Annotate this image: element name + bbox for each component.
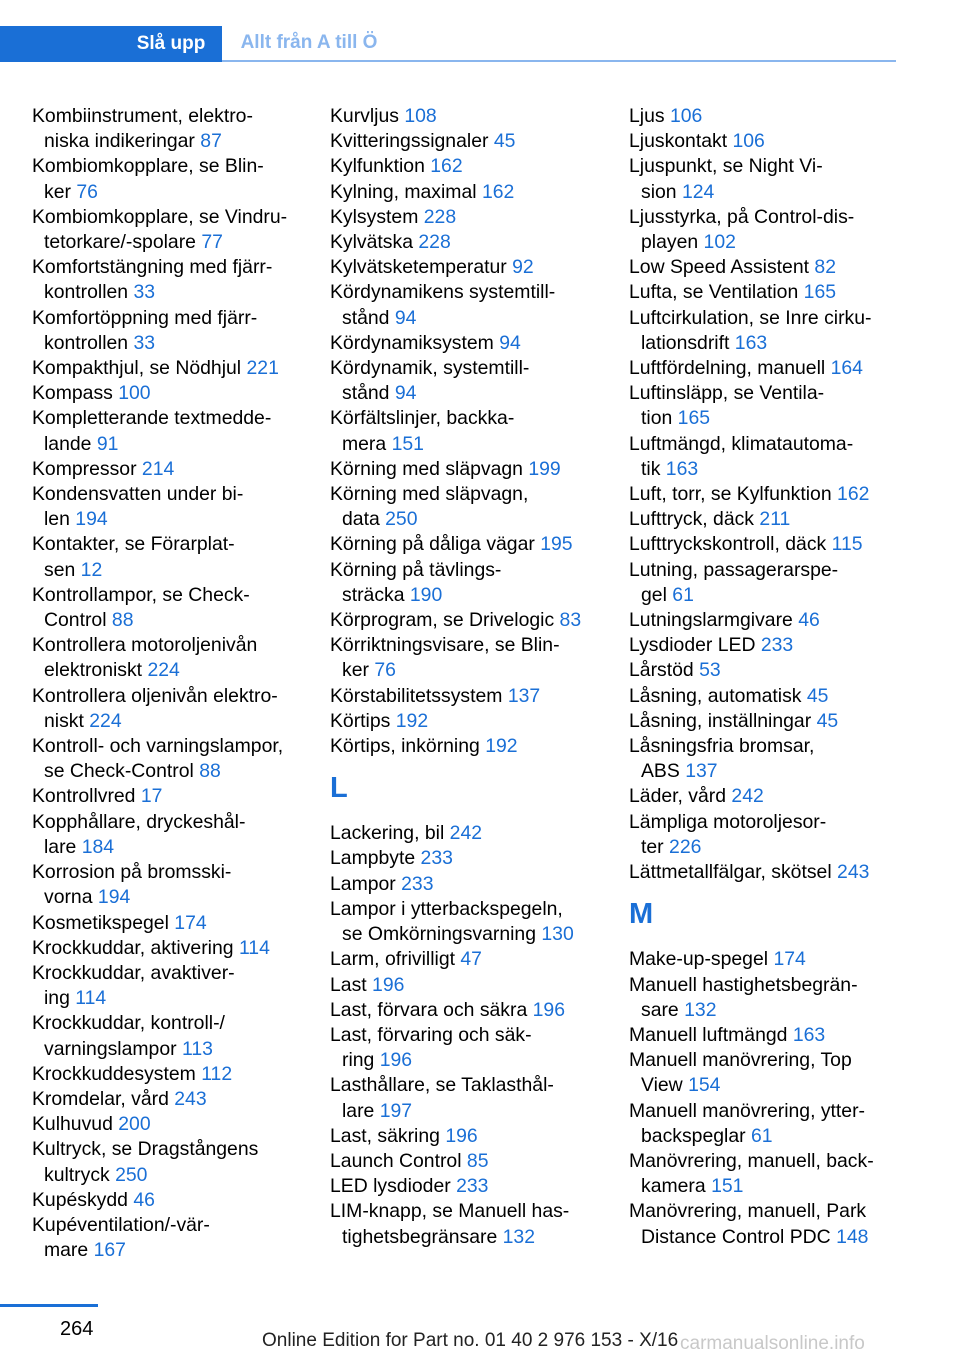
index-entry-text: Kördynamikens systemtill- stånd (330, 281, 556, 329)
page-number: 264 (60, 1318, 94, 1340)
tab-a-to-z[interactable]: Allt från A till Ö (240, 32, 378, 53)
page-link[interactable]: 196 (445, 1124, 478, 1147)
page-link[interactable]: 162 (481, 180, 515, 203)
index-entry (330, 846, 612, 871)
index-entry-text: Lutningslarmgivare (629, 609, 793, 632)
index-entry (629, 356, 901, 381)
index-entry (629, 810, 901, 860)
index-entry (32, 482, 314, 532)
index-entry-text: Kombiinstrument, elektro- niska indikeringar (32, 105, 253, 153)
index-entry (32, 684, 314, 734)
header-divider (222, 60, 896, 62)
index-entry (32, 104, 314, 154)
index-entry (629, 532, 901, 557)
index-entry (629, 709, 901, 734)
index-entry (629, 205, 901, 255)
index-entry-text: Kondensvatten under bi- len (32, 483, 244, 531)
index-entry (330, 280, 612, 330)
index-entry-text: Körning på dåliga vägar (330, 533, 535, 556)
page-link[interactable]: 151 (391, 432, 424, 455)
index-entry-text: Kombiomkopplare, se Vindru- tetorkare/-spolare (32, 205, 288, 254)
index-entry-text: Low Speed Assistent (629, 256, 810, 279)
index-entry-text: Kompass (32, 382, 113, 405)
index-entry-text: Lasthållare, se Taklasthål- lare (330, 1074, 554, 1122)
index-entry-text: Luft, torr, se Kylfunktion (629, 483, 832, 506)
index-entry (330, 1073, 612, 1123)
index-entry-text: Körprogram, se Drivelogic (330, 609, 555, 632)
index-entry-text: Manuell manövrering, Top View (629, 1049, 852, 1097)
page-link[interactable]: 224 (89, 709, 122, 732)
page-link[interactable]: 77 (201, 231, 223, 254)
page-link[interactable]: 106 (669, 105, 703, 127)
page-link[interactable]: 163 (665, 457, 699, 480)
index-entry-text: Last, förvara och säkra (330, 998, 528, 1021)
index-entry (32, 255, 314, 305)
index-entry-text: Kupéventilation/-vär- mare (32, 1213, 210, 1262)
page-link[interactable]: 33 (133, 331, 156, 354)
index-entry-text: Kontrollampor, se Check- Control (32, 583, 250, 632)
page-link[interactable]: 250 (385, 508, 418, 531)
index-entry (629, 129, 901, 154)
index-entry-text: Kurvljus (330, 105, 399, 127)
index-entry (629, 973, 901, 1023)
page-link[interactable]: 242 (449, 822, 483, 845)
index-entry (32, 734, 314, 784)
index-entry (32, 306, 314, 356)
index-entry-text: Luftcirkulation, se Inre cirku- lationsdrift (629, 306, 872, 354)
index-entry (629, 684, 901, 709)
index-entry (330, 998, 612, 1023)
page-link[interactable]: 45 (806, 684, 829, 707)
page-link[interactable]: 130 (541, 923, 574, 946)
page-link[interactable]: 243 (174, 1087, 207, 1110)
watermark: carmanualsonline.info (680, 1333, 865, 1354)
page-link[interactable]: 194 (75, 508, 108, 531)
page-link[interactable]: 214 (141, 457, 175, 480)
index-entry (32, 810, 314, 860)
index-entry (32, 406, 314, 456)
page-link[interactable]: 196 (372, 973, 405, 996)
index-entry (330, 897, 612, 947)
page-link[interactable]: 45 (493, 130, 516, 153)
index-entry (629, 633, 901, 658)
index-entry-text: Kylsystem (330, 205, 419, 228)
index-entry-text: Luftinsläpp, se Ventila- tion (629, 382, 825, 430)
index-entry (629, 734, 901, 784)
index-entry (330, 684, 612, 709)
index-entry (629, 608, 901, 633)
index-entry (32, 457, 314, 482)
index-entry-text: Launch Control (330, 1149, 462, 1172)
index-entry (32, 1011, 314, 1061)
index-entry (32, 583, 314, 633)
page-link[interactable]: 243 (837, 861, 870, 884)
index-entry-text: Kylning, maximal (330, 180, 477, 203)
page-link[interactable]: 162 (430, 155, 463, 178)
index-entry (330, 406, 612, 456)
page-link[interactable]: 115 (831, 533, 863, 556)
index-entry-text: Lampor (330, 872, 396, 895)
index-entry (629, 507, 901, 532)
index-entry (330, 973, 612, 998)
index-entry (629, 280, 901, 305)
index-entry (629, 1099, 901, 1149)
index-entry (32, 1137, 314, 1187)
index-entry-text: Lackering, bil (330, 822, 445, 845)
page-link[interactable]: 114 (238, 936, 270, 959)
index-entry (32, 154, 314, 204)
index-entry (32, 1188, 314, 1213)
page-link[interactable]: 184 (81, 835, 115, 858)
index-entry (330, 205, 612, 230)
index-entry-text: Last, förvaring och säk- ring (330, 1023, 532, 1072)
page-link[interactable]: 192 (485, 735, 518, 758)
index-entry (32, 961, 314, 1011)
index-entry-text: Komfortstängning med fjärr- kontrollen (32, 256, 273, 304)
page-link[interactable]: 190 (409, 583, 443, 606)
page-link[interactable]: 113 (181, 1037, 213, 1060)
page-link[interactable]: 91 (96, 432, 119, 455)
index-entry (330, 180, 612, 205)
index-entry-text: Kromdelar, vård (32, 1087, 169, 1110)
page-link[interactable]: 162 (837, 483, 870, 506)
index-entry-text: Korrosion på bromsski- vorna (32, 861, 232, 909)
index-entry-text: Kontroll- och varningslampor, se Check-Control (32, 735, 284, 783)
index-entry (330, 1023, 612, 1073)
index-entry-text: Kontakter, se Förarplat- sen (32, 533, 235, 581)
page-link[interactable]: 228 (418, 231, 451, 254)
page-link[interactable]: 108 (404, 105, 437, 127)
index-entry (629, 860, 901, 885)
page-link[interactable]: 154 (688, 1074, 721, 1097)
page-link[interactable]: 164 (830, 357, 863, 380)
index-entry-text: Kvitteringssignaler (330, 130, 489, 153)
index-entry (32, 1213, 314, 1263)
page-link[interactable]: 137 (507, 684, 541, 707)
index-entry (629, 482, 901, 507)
page-link[interactable]: 82 (814, 256, 836, 279)
index-entry (32, 911, 314, 936)
index-entry-text: LED lysdioder (330, 1175, 451, 1198)
index-entry-text: Kontrollvred (32, 785, 136, 808)
index-entry-text: Låsningsfria bromsar, ABS (629, 735, 815, 783)
index-entry (629, 558, 901, 608)
index-entry-text: Lampbyte (330, 847, 416, 870)
index-entry-text: Kylfunktion (330, 155, 425, 178)
edition-text: Online Edition for Part no. 01 40 2 976 153 - X/16 (262, 1330, 679, 1351)
page-link[interactable]: 137 (685, 760, 718, 783)
page-link[interactable]: 196 (532, 998, 565, 1021)
index-entry (32, 784, 314, 809)
page-link[interactable]: 114 (75, 987, 107, 1010)
page-link[interactable]: 167 (93, 1239, 126, 1262)
page-link[interactable]: 102 (703, 231, 736, 254)
page-link[interactable]: 211 (759, 508, 791, 531)
index-entry (330, 1149, 612, 1174)
index-entry-text: Lårstöd (629, 659, 694, 682)
index-entry (629, 658, 901, 683)
index-entry (32, 1062, 314, 1087)
index-entry-text: Kylvätsketemperatur (330, 256, 507, 279)
index-entry (330, 608, 612, 633)
page-link[interactable]: 151 (711, 1175, 744, 1198)
page-link[interactable]: 92 (512, 256, 534, 279)
page-link[interactable]: 194 (97, 886, 131, 909)
index-entry-text: Manuell manövrering, ytter- backspeglar (629, 1099, 866, 1147)
index-entry-text: Larm, ofrivilligt (330, 948, 455, 971)
page-link[interactable]: 242 (731, 785, 764, 808)
page-link[interactable]: 17 (140, 785, 163, 808)
index-entry (330, 331, 612, 356)
page-link[interactable]: 174 (773, 948, 806, 971)
page-link[interactable]: 88 (199, 760, 221, 783)
page-link[interactable]: 165 (803, 281, 837, 304)
page-link[interactable]: 12 (80, 558, 103, 581)
index-entry-text: Låsning, automatisk (629, 684, 802, 707)
index-entry-text: Kompressor (32, 457, 137, 480)
index-column-2 (330, 104, 612, 1250)
index-entry (330, 872, 612, 897)
page-link[interactable]: 61 (672, 583, 694, 606)
index-entry-text: Lutning, passagerarspe- gel (629, 558, 839, 606)
index-entry (32, 1112, 314, 1137)
index-entry-text: Lysdioder LED (629, 634, 756, 657)
index-entry-text: Körning med släpvagn, data (330, 483, 529, 531)
index-entry (629, 255, 901, 280)
page-link[interactable]: 85 (466, 1149, 489, 1172)
index-entry-text: Körning på tävlings- sträcka (330, 558, 502, 606)
index-entry (629, 1023, 901, 1048)
index-entry (32, 633, 314, 683)
page-link[interactable]: 228 (423, 205, 457, 228)
index-entry-text: LIM-knapp, se Manuell has- tighetsbegränsare (330, 1200, 570, 1248)
page-link[interactable]: 233 (760, 634, 794, 657)
index-entry-text: Körning med släpvagn (330, 457, 523, 480)
index-entry-text: Körfältslinjer, backka- mera (330, 407, 515, 455)
index-entry (32, 936, 314, 961)
page-link[interactable]: 100 (118, 382, 151, 405)
index-entry-text: Krockkuddar, kontroll-/ varningslampor (32, 1012, 225, 1060)
page-link[interactable]: 61 (750, 1124, 773, 1147)
index-entry (629, 784, 901, 809)
page-link[interactable]: 163 (734, 331, 768, 354)
index-entry-text: Krockkuddar, avaktiver- ing (32, 961, 235, 1010)
page-link[interactable]: 87 (200, 130, 222, 153)
index-entry (330, 104, 612, 129)
index-entry-text: Lufttryckskontroll, däck (629, 533, 827, 556)
index-entry-text: Kopphållare, dryckeshål- lare (32, 810, 246, 858)
index-entry-text: Kompakthjul, se Nödhjul (32, 357, 242, 380)
page-link[interactable]: 94 (499, 331, 521, 354)
index-entry-text: Lufta, se Ventilation (629, 281, 799, 304)
index-entry-text: Ljusstyrka, på Control-dis- playen (629, 205, 855, 254)
page-link[interactable]: 112 (201, 1062, 233, 1085)
index-entry (330, 821, 612, 846)
index-entry (330, 1124, 612, 1149)
index-entry-text: Kupéskydd (32, 1188, 128, 1211)
page-link[interactable]: 195 (540, 533, 573, 556)
index-entry (330, 1199, 612, 1249)
footer-accent-line (0, 1304, 98, 1307)
index-entry (330, 558, 612, 608)
index-column-3 (629, 104, 901, 1250)
index-column-1 (32, 104, 314, 1263)
index-entry-text: Körtips, inkörning (330, 735, 480, 758)
index-entry (330, 947, 612, 972)
index-entry (32, 860, 314, 910)
index-entry (330, 356, 612, 406)
index-entry-text: Manövrering, manuell, Park Distance Control PDC (629, 1200, 867, 1248)
page-link[interactable]: 148 (836, 1225, 869, 1248)
page-link[interactable]: 45 (816, 709, 839, 732)
index-entry-text: Manövrering, manuell, back- kamera (629, 1149, 874, 1198)
index-entry-text: Kultryck, se Dragstångens kultryck (32, 1138, 259, 1186)
page-link[interactable]: 250 (115, 1163, 148, 1186)
index-entry-text: Läder, vård (629, 785, 727, 808)
index-entry-text: Låsning, inställningar (629, 709, 812, 732)
page-link[interactable]: 53 (699, 659, 721, 682)
index-entry-text: Körtips (330, 709, 391, 732)
page-link[interactable]: 83 (559, 609, 582, 632)
index-entry (330, 633, 612, 683)
section-letter: M (629, 898, 654, 931)
index-entry (32, 356, 314, 381)
page-link[interactable]: 192 (395, 709, 429, 732)
page-link[interactable]: 233 (420, 847, 453, 870)
page-link[interactable]: 221 (246, 357, 279, 380)
index-entry-text: Körriktningsvisare, se Blin- ker (330, 634, 560, 682)
index-entry (629, 1048, 901, 1098)
index-entry (330, 734, 612, 759)
header-bar (0, 0, 960, 62)
page-link[interactable]: 88 (111, 609, 134, 632)
page-link[interactable]: 106 (732, 130, 765, 153)
page-link[interactable]: 226 (669, 835, 702, 858)
index-entry (629, 1199, 901, 1249)
index-entry (330, 532, 612, 557)
index-entry-text: Kontrollera oljenivån elektro- niskt (32, 684, 278, 732)
index-entry (330, 457, 612, 482)
page-link[interactable]: 196 (379, 1049, 413, 1072)
page-link[interactable]: 124 (681, 180, 715, 203)
section-letter: L (330, 772, 348, 805)
index-entry-text: Ljuspunkt, se Night Vi- sion (629, 155, 823, 203)
index-entry-text: Luftfördelning, manuell (629, 357, 826, 380)
index-entry-text: Make-up-spegel (629, 948, 769, 971)
index-entry-text: Kompletterande textmedde- lande (32, 407, 272, 455)
index-entry-text: Last, säkring (330, 1124, 440, 1147)
index-entry-text: Last (330, 973, 367, 996)
index-entry-text: Kördynamik, systemtill- stånd (330, 357, 530, 405)
index-entry-text: Kördynamiksystem (330, 331, 494, 354)
page-link[interactable]: 200 (118, 1113, 151, 1136)
page-link[interactable]: 46 (133, 1188, 155, 1211)
index-entry (629, 381, 901, 431)
index-entry-text: Kosmetikspegel (32, 911, 169, 934)
page-link[interactable]: 46 (798, 609, 820, 632)
index-entry-text: Kulhuvud (32, 1113, 113, 1136)
index-entry (629, 432, 901, 482)
index-entry (330, 482, 612, 532)
page-link[interactable]: 174 (174, 911, 207, 934)
index-entry (330, 709, 612, 734)
index-entry-text: Manuell luftmängd (629, 1023, 788, 1046)
index-entry (330, 230, 612, 255)
page-link[interactable]: 132 (502, 1225, 535, 1248)
index-entry (32, 532, 314, 582)
page-link[interactable]: 76 (374, 659, 396, 682)
page-link[interactable]: 76 (76, 180, 98, 203)
index-entry (629, 1149, 901, 1199)
index-entry (629, 947, 901, 972)
index-entry (32, 381, 314, 406)
page-link[interactable]: 163 (792, 1023, 826, 1046)
index-entry (629, 306, 901, 356)
page-link[interactable]: 94 (394, 382, 417, 405)
index-entry-text: Lampor i ytterbackspegeln, se Omkörningsvarning (330, 897, 563, 946)
index-entry-text: Lättmetallfälgar, skötsel (629, 861, 832, 884)
tab-look-up[interactable]: Slå upp (0, 26, 222, 62)
page-link[interactable]: 233 (401, 872, 434, 895)
page-link[interactable]: 47 (460, 948, 482, 971)
index-entry (330, 255, 612, 280)
index-entry-text: Kylvätska (330, 231, 413, 254)
index-entry-text: Kontrollera motoroljenivån elektroniskt (32, 634, 258, 682)
index-entry (629, 154, 901, 204)
index-entry-text: Komfortöppning med fjärr- kontrollen (32, 306, 258, 354)
index-entry-text: Luftmängd, klimatautoma- tik (629, 432, 854, 480)
index-entry-text: Lämpliga motoroljesor- ter (629, 810, 827, 858)
index-entry-text: Ljus (629, 105, 665, 127)
index-entry-text: Lufttryck, däck (629, 508, 755, 531)
page-link[interactable]: 197 (379, 1099, 413, 1122)
page-link[interactable]: 199 (528, 457, 561, 480)
index-entry-text: Körstabilitetssystem (330, 684, 503, 707)
page-link[interactable]: 132 (684, 998, 717, 1021)
page-link[interactable]: 165 (677, 407, 711, 430)
index-entry (330, 154, 612, 179)
index-entry-text: Krockkuddesystem (32, 1062, 196, 1085)
page-link[interactable]: 33 (133, 281, 156, 304)
index-entry (629, 104, 901, 129)
index-entry-text: Kombiomkopplare, se Blin- ker (32, 155, 264, 203)
index-entry (330, 129, 612, 154)
index-entry-text: Manuell hastighetsbegrän- sare (629, 973, 858, 1021)
index-entry-text: Ljuskontakt (629, 130, 728, 153)
index-entry-text: Krockkuddar, aktivering (32, 936, 234, 959)
index-entry (32, 1087, 314, 1112)
index-entry (330, 1174, 612, 1199)
page-link[interactable]: 94 (394, 306, 417, 329)
page-link[interactable]: 233 (456, 1175, 489, 1198)
page-link[interactable]: 224 (147, 659, 180, 682)
index-entry (32, 205, 314, 255)
